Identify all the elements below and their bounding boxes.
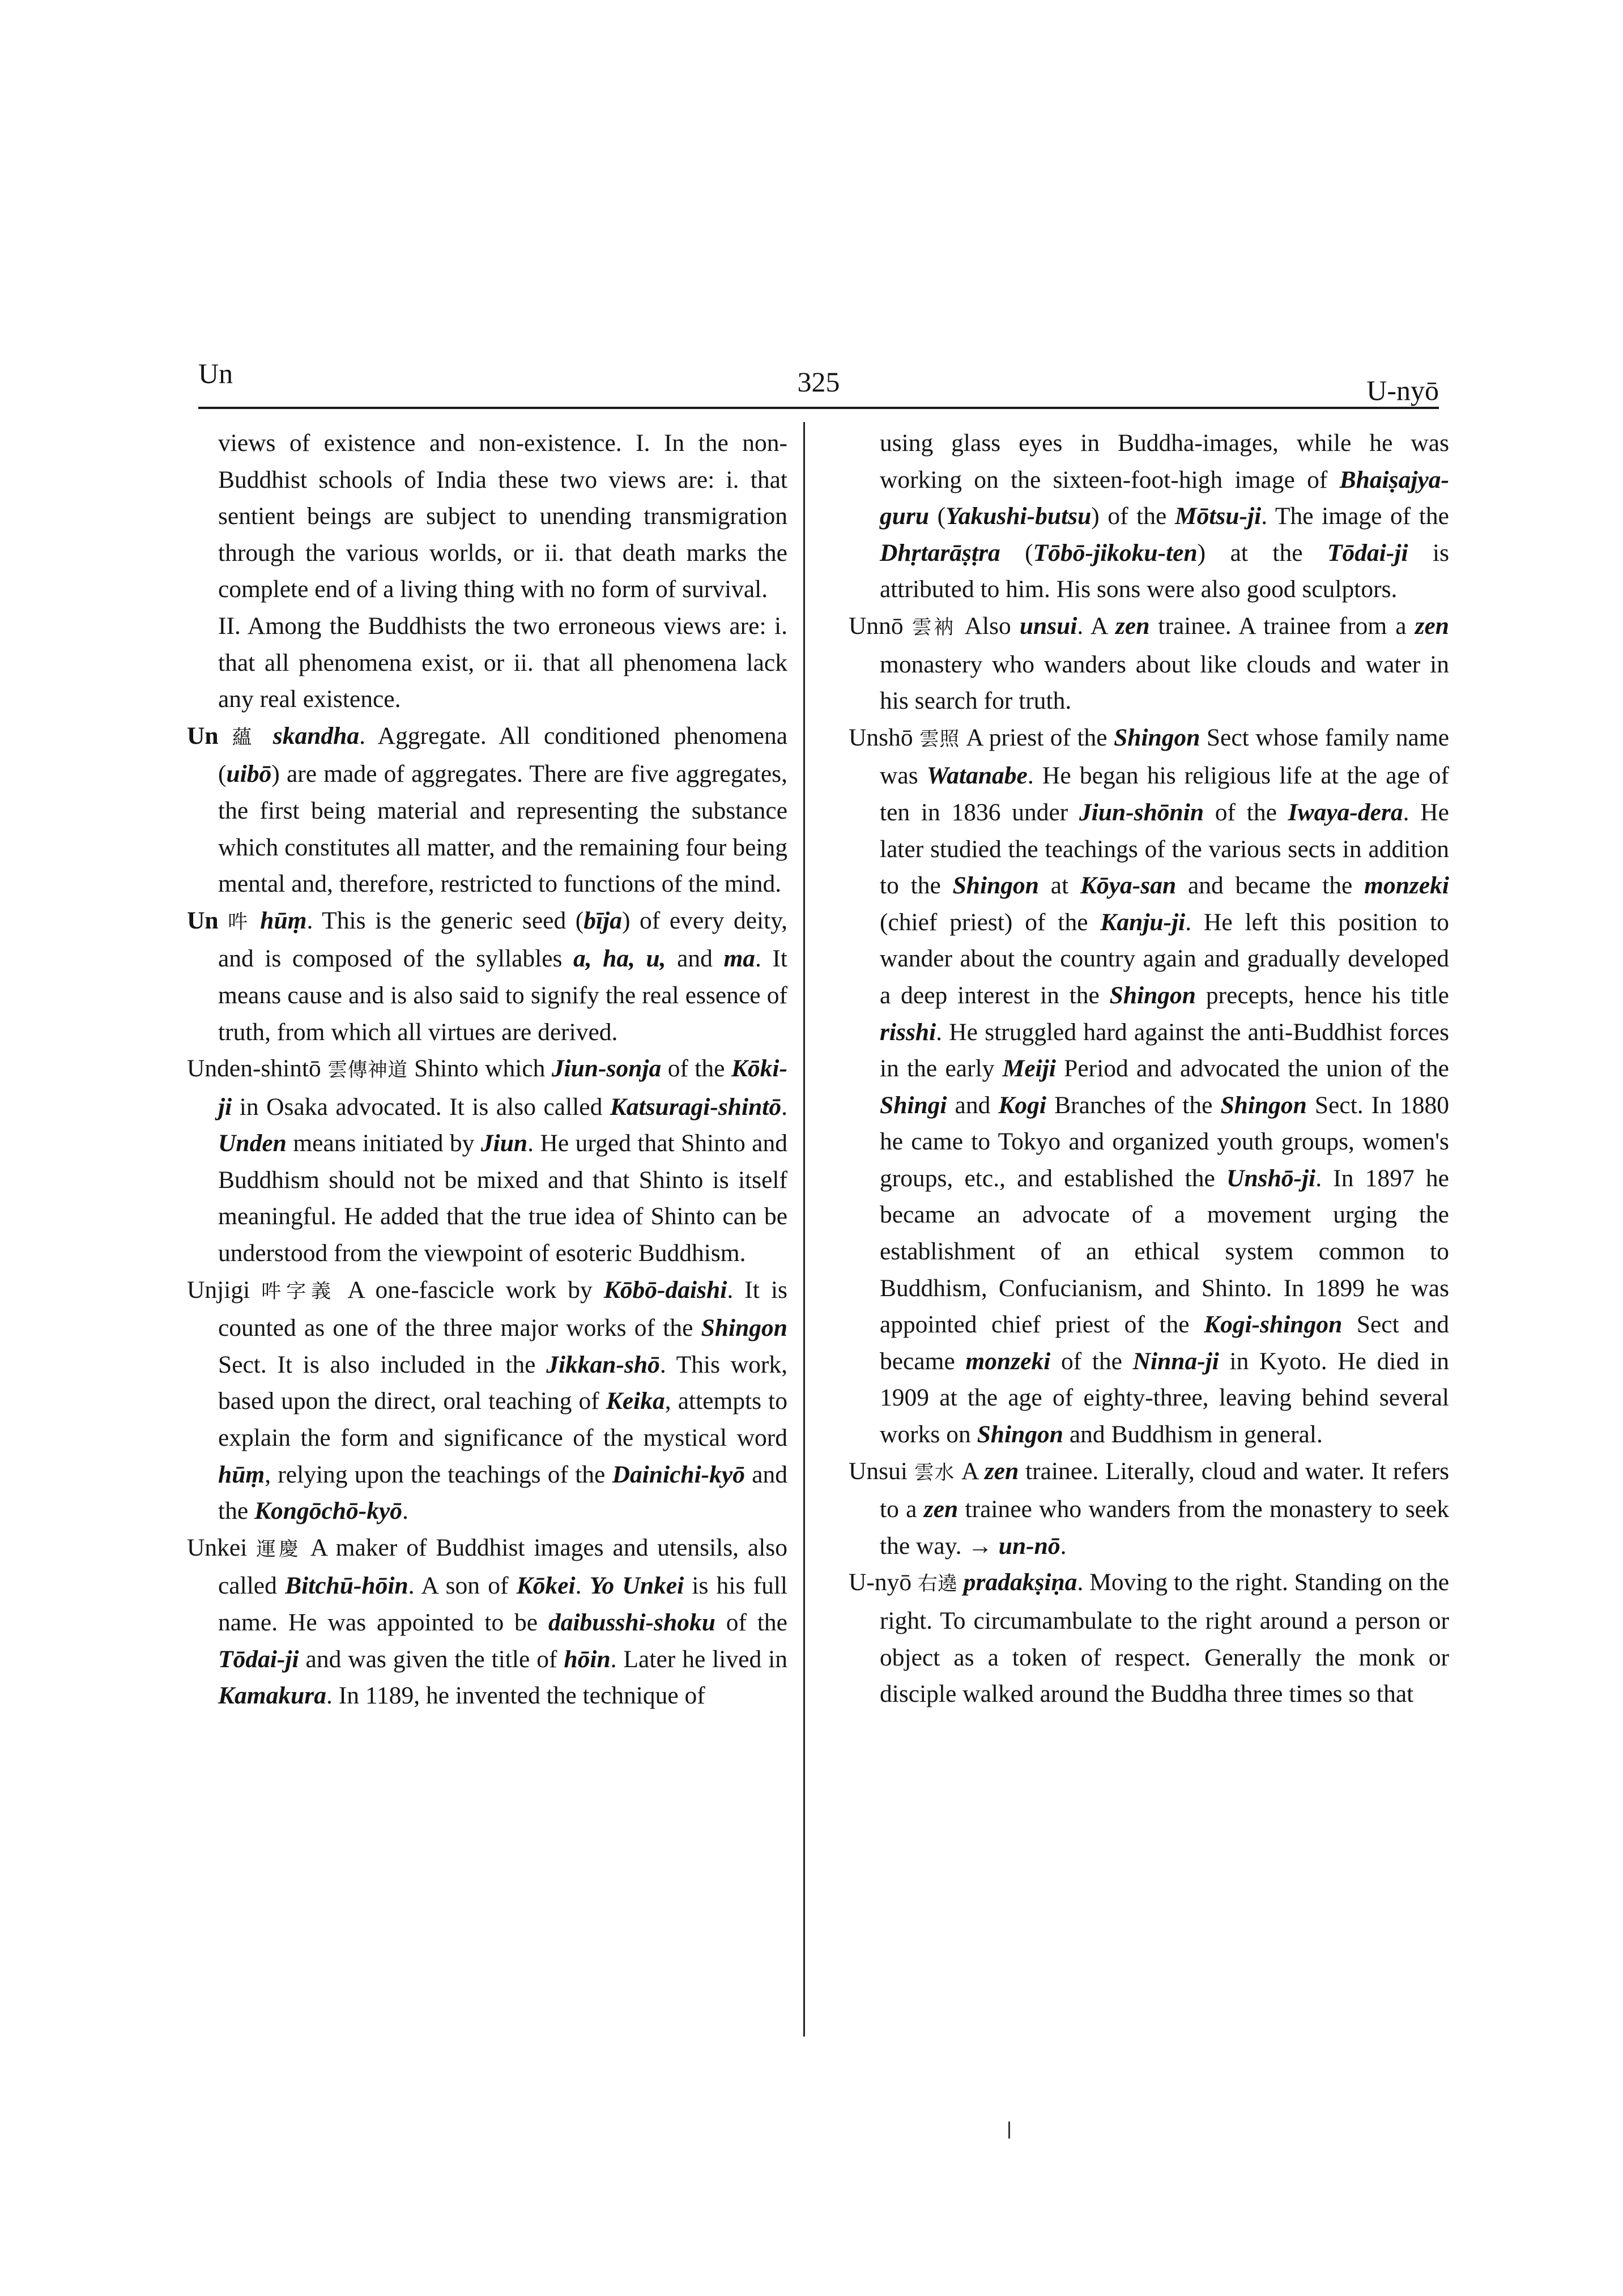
entry-kanji: 運慶 bbox=[256, 1537, 301, 1561]
entry-headword: U-nyō bbox=[849, 1569, 912, 1596]
dictionary-entry-unsui: Unsui 雲水 A zen trainee. Literally, cloud and water. It refers to a zen trainee who wanders from the monastery to seek the way. → un-nō. bbox=[849, 1457, 1449, 1560]
dictionary-entry-un-skandha: Un 蘊 skandha. Aggregate. All conditioned phenomena (uibō) are made of aggregates. There are five aggregates, the first being material and representing the substance which constitutes all matter, and the remaining four being mental and, therefore, restricted to functions of the mind. bbox=[187, 722, 787, 898]
dictionary-entry-u-nyo: U-nyō 右遶 pradakṣiṇa. Moving to the right. Standing on the right. To circumambulate to the right around a person or object as a token of respect. Generally the monk or disciple walked around the Buddha three times so that bbox=[849, 1569, 1450, 1708]
entry-kanji: 雲照 bbox=[919, 727, 960, 751]
dictionary-entry-unno: Unnō 雲衲 Also unsui. A zen trainee. A trainee from a zen monastery who wanders about like clouds and water in his search for truth. bbox=[849, 612, 1449, 715]
entry-headword: Unden-shintō bbox=[187, 1055, 321, 1083]
entry-kanji: 右遶 bbox=[918, 1573, 957, 1596]
entry-kanji: 吽字義 bbox=[261, 1280, 336, 1303]
right-column bbox=[849, 425, 1449, 1713]
entry-kanji: 吽 bbox=[228, 910, 251, 934]
dictionary-entry-unden-shinto: Unden-shintō 雲傳神道 Shinto which Jiun-sonja of the Kōki-ji in Osaka advocated. It is also called Katsuragi-shintō. Unden means initiated by Jiun. He urged that Shinto and Buddhism should not be mixed and that Shinto is itself meaningful. He added that the true idea of Shinto can be understood from the viewpoint of esoteric Buddhism. bbox=[187, 1055, 788, 1267]
entry-headword: Un bbox=[187, 906, 219, 934]
entry-kanji: 雲衲 bbox=[911, 616, 956, 639]
continued-entry-text: views of existence and non-existence. I. In the non-Buddhist schools of India these two views are: i. that sentient beings are subject to unending transmigration through the various worlds, or ii. that death marks the complete end of a living thing with no form of survival. bbox=[218, 429, 787, 603]
entry-headword: Un bbox=[187, 722, 219, 749]
entry-headword: Unsui bbox=[849, 1457, 908, 1485]
header-rule bbox=[198, 407, 1439, 409]
header-right-guide-word: U-nyō bbox=[1366, 374, 1439, 406]
entry-headword: Unkei bbox=[187, 1533, 248, 1561]
dictionary-entry-unjigi: Unjigi 吽字義 A one-fascicle work by Kōbō-daishi. It is counted as one of the three major works of the Shingon Sect. It is also included in the Jikkan-shō. This work, based upon the direct, oral teaching of Keika, attempts to explain the form and significance of the mystical word hūṃ, relying upon the teachings of the Dainichi-kyō and the Kongōchō-kyō. bbox=[187, 1276, 787, 1525]
entry-kanji: 雲傳神道 bbox=[327, 1059, 408, 1082]
entry-kanji: 雲水 bbox=[914, 1461, 955, 1484]
scan-artifact-mark bbox=[1008, 2122, 1010, 2139]
header-left-guide-word: Un bbox=[198, 357, 233, 389]
page-number: 325 bbox=[797, 366, 840, 398]
entry-headword: Unjigi bbox=[187, 1276, 250, 1304]
dictionary-entry-unkei: Unkei 運慶 A maker of Buddhist images and utensils, also called Bitchū-hōin. A son of Kōkei. Yo Unkei is his full name. He was appointed to be daibusshi-shoku of the Tōdai-ji and was given the title of hōin. Later he lived in Kamakura. In 1189, he invented the technique of bbox=[187, 1533, 788, 1710]
column-divider bbox=[803, 422, 805, 2037]
entry-headword: Unnō bbox=[849, 612, 904, 640]
entry-headword: Unshō bbox=[849, 723, 913, 751]
entry-kanji: 蘊 bbox=[232, 726, 259, 749]
running-header bbox=[198, 340, 1439, 414]
left-column bbox=[187, 425, 787, 1714]
dictionary-entry-un-hum: Un 吽 hūṃ. This is the generic seed (bīja) of every deity, and is composed of the syllables a, ha, u, and ma. It means cause and is also said to signify the real essence of truth, from which all virtues are derived. bbox=[187, 906, 788, 1046]
continued-entry-unkei: using glass eyes in Buddha-images, while he was working on the sixteen-foot-high image of Bhaiṣajya-guru (Yakushi-butsu) of the Mōtsu-ji. The image of the Dhṛtarāṣṭra (Tōbō-jikoku-ten) at the Tōdai-ji is attributed to him. His sons were also good sculptors. bbox=[880, 429, 1450, 603]
dictionary-entry-unsho: Unshō 雲照 A priest of the Shingon Sect whose family name was Watanabe. He began his religious life at the age of ten in 1836 under Jiun-shōnin of the Iwaya-dera. He later studied the teachings of the various sects in addition to the Shingon at Kōya-san and became the monzeki (chief priest) of the Kanju-ji. He left this position to wander about the country again and gradually developed a deep interest in the Shingon precepts, hence his title risshi. He struggled hard against the anti-Buddhist forces in the early Meiji Period and advocated the union of the Shingi and Kogi Branches of the Shingon Sect. In 1880 he came to Tokyo and organized youth groups, women's groups, etc., and established the Unshō-ji. In 1897 he became an advocate of a movement urging the establishment of an ethical system common to Buddhism, Confucianism, and Shinto. In 1899 he was appointed chief priest of the Kogi-shingon Sect and became monzeki of the Ninna-ji in Kyoto. He died in 1909 at the age of eighty-three, leaving behind several works on Shingon and Buddhism in general. bbox=[849, 723, 1450, 1449]
cross-reference: → un-nō bbox=[968, 1532, 1060, 1560]
continued-entry-text-2: II. Among the Buddhists the two erroneous views are: i. that all phenomena exist, or ii. that all phenomena lack any real existence. bbox=[218, 612, 787, 713]
